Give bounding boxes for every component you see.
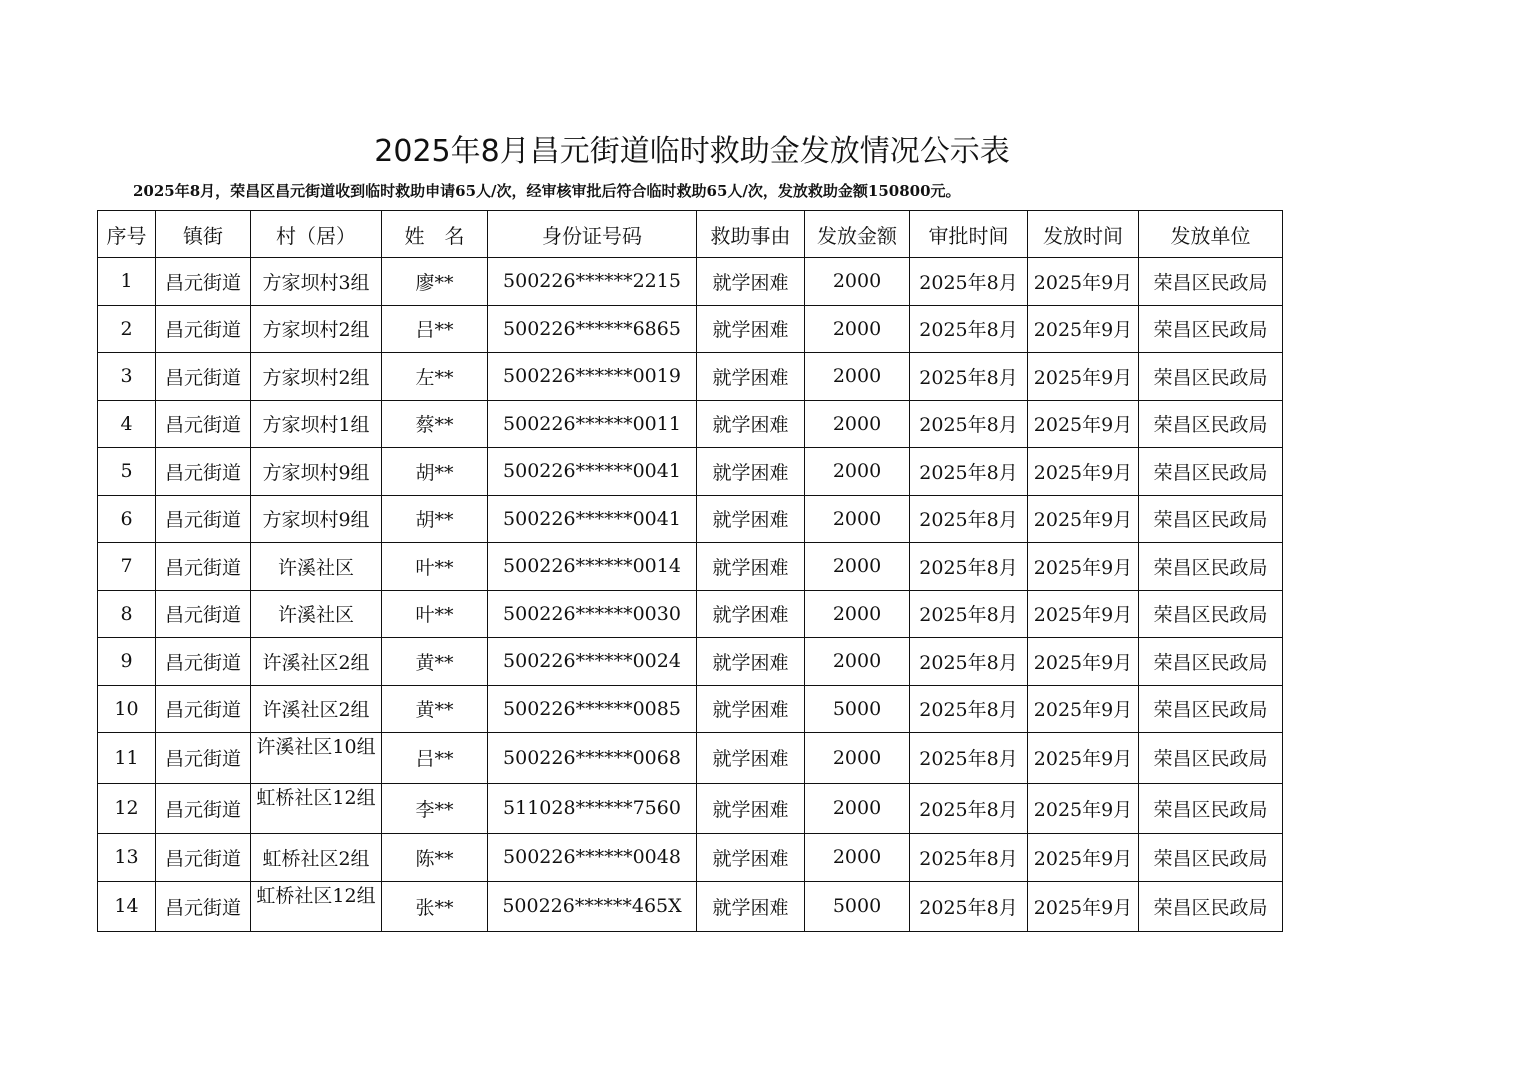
cell-reason: 就学困难 xyxy=(697,353,805,401)
header-id-number: 身份证号码 xyxy=(488,211,697,258)
cell-subdistrict: 昌元街道 xyxy=(156,495,251,543)
cell-approval-date: 2025年8月 xyxy=(910,495,1028,543)
cell-payment-date: 2025年9月 xyxy=(1028,638,1139,686)
cell-issuer: 荣昌区民政局 xyxy=(1139,495,1283,543)
cell-id-number: 500226******0030 xyxy=(488,590,697,638)
cell-amount: 2000 xyxy=(805,543,910,591)
cell-reason: 就学困难 xyxy=(697,638,805,686)
cell-subdistrict: 昌元街道 xyxy=(156,685,251,733)
cell-village: 方家坝村1组 xyxy=(251,400,382,448)
cell-payment-date: 2025年9月 xyxy=(1028,783,1139,834)
cell-id-number: 500226******465X xyxy=(488,881,697,932)
cell-reason: 就学困难 xyxy=(697,685,805,733)
table-row xyxy=(98,543,1283,591)
cell-village: 许溪社区2组 xyxy=(251,685,382,733)
cell-issuer: 荣昌区民政局 xyxy=(1139,448,1283,496)
cell-id-number: 500226******0011 xyxy=(488,400,697,448)
table-row xyxy=(98,353,1283,401)
cell-serial: 8 xyxy=(98,590,156,638)
cell-name: 叶** xyxy=(382,590,488,638)
cell-approval-date: 2025年8月 xyxy=(910,881,1028,932)
cell-id-number: 500226******0085 xyxy=(488,685,697,733)
cell-amount: 2000 xyxy=(805,590,910,638)
table-row xyxy=(98,448,1283,496)
cell-id-number: 500226******0014 xyxy=(488,543,697,591)
cell-subdistrict: 昌元街道 xyxy=(156,590,251,638)
cell-serial: 6 xyxy=(98,495,156,543)
cell-issuer: 荣昌区民政局 xyxy=(1139,685,1283,733)
cell-village: 方家坝村2组 xyxy=(251,353,382,401)
cell-name: 左** xyxy=(382,353,488,401)
cell-village: 方家坝村3组 xyxy=(251,258,382,306)
table-row xyxy=(98,305,1283,353)
cell-id-number: 500226******0019 xyxy=(488,353,697,401)
cell-issuer: 荣昌区民政局 xyxy=(1139,590,1283,638)
cell-name: 吕** xyxy=(382,305,488,353)
cell-subdistrict: 昌元街道 xyxy=(156,638,251,686)
cell-name: 吕** xyxy=(382,733,488,784)
cell-id-number: 500226******2215 xyxy=(488,258,697,306)
table-row xyxy=(98,258,1283,306)
cell-village: 方家坝村2组 xyxy=(251,305,382,353)
cell-amount: 2000 xyxy=(805,448,910,496)
relief-table xyxy=(97,210,1283,932)
cell-serial: 13 xyxy=(98,834,156,882)
header-issuer: 发放单位 xyxy=(1139,211,1283,258)
cell-amount: 2000 xyxy=(805,305,910,353)
cell-approval-date: 2025年8月 xyxy=(910,834,1028,882)
cell-amount: 2000 xyxy=(805,783,910,834)
cell-serial: 5 xyxy=(98,448,156,496)
cell-village: 许溪社区 xyxy=(251,590,382,638)
header-approval-date: 审批时间 xyxy=(910,211,1028,258)
cell-payment-date: 2025年9月 xyxy=(1028,495,1139,543)
cell-reason: 就学困难 xyxy=(697,495,805,543)
cell-serial: 10 xyxy=(98,685,156,733)
cell-payment-date: 2025年9月 xyxy=(1028,881,1139,932)
table-row xyxy=(98,733,1283,784)
cell-amount: 2000 xyxy=(805,400,910,448)
cell-approval-date: 2025年8月 xyxy=(910,733,1028,784)
cell-village: 许溪社区2组 xyxy=(251,638,382,686)
cell-village: 虹桥社区2组 xyxy=(251,834,382,882)
table-row xyxy=(98,881,1283,932)
cell-issuer: 荣昌区民政局 xyxy=(1139,258,1283,306)
cell-amount: 2000 xyxy=(805,258,910,306)
cell-subdistrict: 昌元街道 xyxy=(156,881,251,932)
header-name: 姓 名 xyxy=(382,211,488,258)
cell-issuer: 荣昌区民政局 xyxy=(1139,543,1283,591)
header-serial: 序号 xyxy=(98,211,156,258)
cell-id-number: 500226******0048 xyxy=(488,834,697,882)
cell-reason: 就学困难 xyxy=(697,783,805,834)
cell-village: 虹桥社区12组 xyxy=(251,783,382,834)
cell-serial: 12 xyxy=(98,783,156,834)
table-row xyxy=(98,495,1283,543)
cell-serial: 14 xyxy=(98,881,156,932)
cell-name: 胡** xyxy=(382,495,488,543)
cell-payment-date: 2025年9月 xyxy=(1028,590,1139,638)
cell-issuer: 荣昌区民政局 xyxy=(1139,305,1283,353)
cell-name: 陈** xyxy=(382,834,488,882)
table-row xyxy=(98,638,1283,686)
cell-village: 方家坝村9组 xyxy=(251,495,382,543)
cell-id-number: 500226******0068 xyxy=(488,733,697,784)
cell-serial: 11 xyxy=(98,733,156,784)
cell-approval-date: 2025年8月 xyxy=(910,305,1028,353)
cell-name: 胡** xyxy=(382,448,488,496)
cell-reason: 就学困难 xyxy=(697,543,805,591)
cell-issuer: 荣昌区民政局 xyxy=(1139,783,1283,834)
cell-serial: 4 xyxy=(98,400,156,448)
cell-amount: 5000 xyxy=(805,881,910,932)
cell-name: 张** xyxy=(382,881,488,932)
table-row xyxy=(98,834,1283,882)
cell-issuer: 荣昌区民政局 xyxy=(1139,881,1283,932)
page-title: 2025年8月昌元街道临时救助金发放情况公示表 xyxy=(374,134,1010,169)
cell-reason: 就学困难 xyxy=(697,305,805,353)
header-village: 村（居） xyxy=(251,211,382,258)
cell-approval-date: 2025年8月 xyxy=(910,353,1028,401)
cell-approval-date: 2025年8月 xyxy=(910,685,1028,733)
cell-amount: 2000 xyxy=(805,638,910,686)
table-row xyxy=(98,685,1283,733)
cell-id-number: 500226******0024 xyxy=(488,638,697,686)
cell-payment-date: 2025年9月 xyxy=(1028,448,1139,496)
cell-reason: 就学困难 xyxy=(697,590,805,638)
cell-name: 黄** xyxy=(382,685,488,733)
cell-serial: 2 xyxy=(98,305,156,353)
cell-issuer: 荣昌区民政局 xyxy=(1139,834,1283,882)
cell-reason: 就学困难 xyxy=(697,881,805,932)
cell-id-number: 500226******0041 xyxy=(488,448,697,496)
cell-id-number: 500226******0041 xyxy=(488,495,697,543)
table-row xyxy=(98,783,1283,834)
cell-id-number: 511028******7560 xyxy=(488,783,697,834)
cell-amount: 2000 xyxy=(805,834,910,882)
cell-payment-date: 2025年9月 xyxy=(1028,543,1139,591)
cell-subdistrict: 昌元街道 xyxy=(156,305,251,353)
cell-subdistrict: 昌元街道 xyxy=(156,733,251,784)
cell-id-number: 500226******6865 xyxy=(488,305,697,353)
cell-subdistrict: 昌元街道 xyxy=(156,543,251,591)
cell-name: 李** xyxy=(382,783,488,834)
cell-payment-date: 2025年9月 xyxy=(1028,733,1139,784)
header-reason: 救助事由 xyxy=(697,211,805,258)
cell-name: 廖** xyxy=(382,258,488,306)
cell-approval-date: 2025年8月 xyxy=(910,448,1028,496)
cell-subdistrict: 昌元街道 xyxy=(156,258,251,306)
table-row xyxy=(98,590,1283,638)
cell-reason: 就学困难 xyxy=(697,258,805,306)
cell-payment-date: 2025年9月 xyxy=(1028,400,1139,448)
header-amount: 发放金额 xyxy=(805,211,910,258)
cell-approval-date: 2025年8月 xyxy=(910,400,1028,448)
cell-subdistrict: 昌元街道 xyxy=(156,400,251,448)
cell-payment-date: 2025年9月 xyxy=(1028,685,1139,733)
cell-payment-date: 2025年9月 xyxy=(1028,258,1139,306)
cell-reason: 就学困难 xyxy=(697,733,805,784)
cell-reason: 就学困难 xyxy=(697,400,805,448)
cell-reason: 就学困难 xyxy=(697,448,805,496)
cell-amount: 2000 xyxy=(805,495,910,543)
cell-village: 许溪社区10组 xyxy=(251,733,382,784)
cell-issuer: 荣昌区民政局 xyxy=(1139,353,1283,401)
cell-amount: 2000 xyxy=(805,353,910,401)
cell-issuer: 荣昌区民政局 xyxy=(1139,400,1283,448)
cell-issuer: 荣昌区民政局 xyxy=(1139,638,1283,686)
cell-serial: 7 xyxy=(98,543,156,591)
cell-serial: 9 xyxy=(98,638,156,686)
cell-payment-date: 2025年9月 xyxy=(1028,834,1139,882)
summary-text: 2025年8月，荣昌区昌元街道收到临时救助申请65人/次，经审核审批后符合临时救助65人/次，发放救助金额150800元。 xyxy=(133,182,961,200)
table-body xyxy=(98,258,1283,932)
cell-name: 叶** xyxy=(382,543,488,591)
header-payment-date: 发放时间 xyxy=(1028,211,1139,258)
cell-village: 虹桥社区12组 xyxy=(251,881,382,932)
cell-approval-date: 2025年8月 xyxy=(910,590,1028,638)
cell-payment-date: 2025年9月 xyxy=(1028,305,1139,353)
cell-serial: 1 xyxy=(98,258,156,306)
cell-approval-date: 2025年8月 xyxy=(910,783,1028,834)
cell-subdistrict: 昌元街道 xyxy=(156,448,251,496)
cell-village: 方家坝村9组 xyxy=(251,448,382,496)
cell-subdistrict: 昌元街道 xyxy=(156,783,251,834)
cell-reason: 就学困难 xyxy=(697,834,805,882)
cell-amount: 5000 xyxy=(805,685,910,733)
cell-serial: 3 xyxy=(98,353,156,401)
table-row xyxy=(98,400,1283,448)
table-header-row xyxy=(98,211,1283,258)
cell-name: 蔡** xyxy=(382,400,488,448)
cell-subdistrict: 昌元街道 xyxy=(156,353,251,401)
cell-payment-date: 2025年9月 xyxy=(1028,353,1139,401)
cell-approval-date: 2025年8月 xyxy=(910,638,1028,686)
header-subdistrict: 镇街 xyxy=(156,211,251,258)
cell-approval-date: 2025年8月 xyxy=(910,258,1028,306)
cell-approval-date: 2025年8月 xyxy=(910,543,1028,591)
cell-name: 黄** xyxy=(382,638,488,686)
cell-subdistrict: 昌元街道 xyxy=(156,834,251,882)
cell-amount: 2000 xyxy=(805,733,910,784)
cell-issuer: 荣昌区民政局 xyxy=(1139,733,1283,784)
cell-village: 许溪社区 xyxy=(251,543,382,591)
